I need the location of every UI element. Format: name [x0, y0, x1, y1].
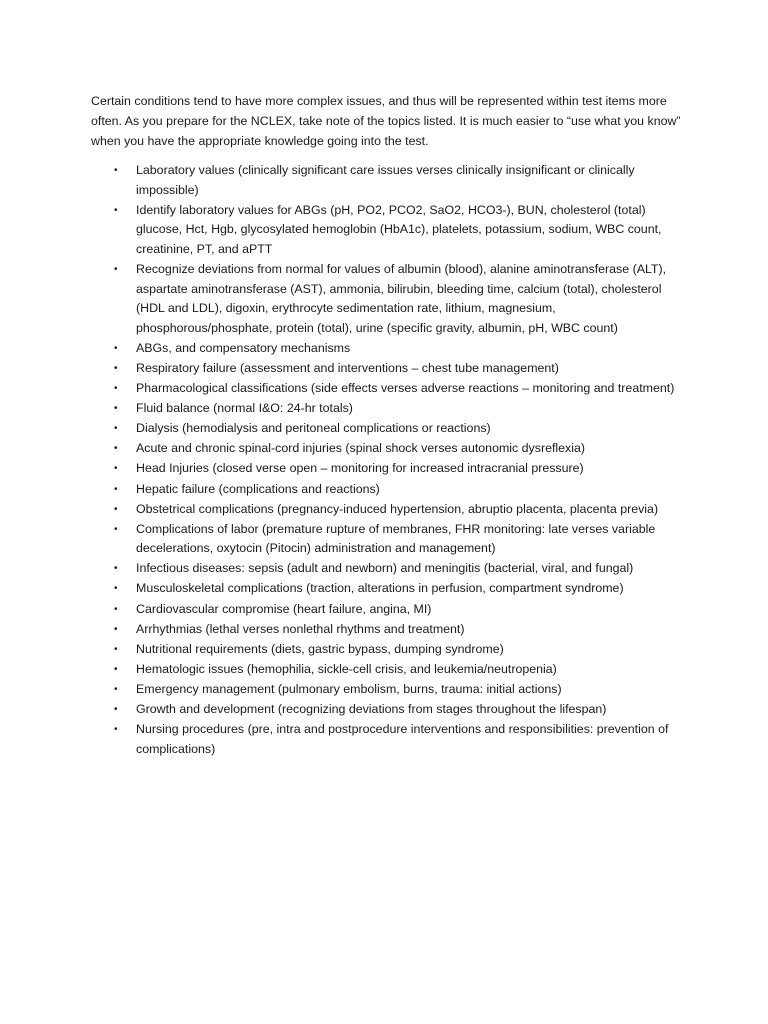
topic-text: ABGs, and compensatory mechanisms — [136, 340, 351, 355]
topic-text: Hepatic failure (complications and reactions) — [136, 481, 380, 496]
topic-item — [0, 600, 684, 620]
bullet-icon: • — [114, 443, 118, 455]
bullet-icon: • — [114, 523, 118, 535]
topic-list — [0, 161, 768, 760]
bullet-icon: • — [114, 483, 118, 495]
topic-item — [0, 620, 684, 640]
topic-item — [0, 459, 684, 479]
topic-text: Respiratory failure (assessment and interventions – chest tube management) — [136, 360, 559, 375]
intro-paragraph: Certain conditions tend to have more complex issues, and thus will be represented within test items more often. As you prepare for the NCLEX, take note of the topics listed. It is much easier to “use what you know” when you have the appropriate knowledge going into the test. — [91, 94, 681, 148]
topic-text: Hematologic issues (hemophilia, sickle-cell crisis, and leukemia/neutropenia) — [136, 661, 557, 676]
topic-text: Head Injuries (closed verse open – monitoring for increased intracranial pressure) — [136, 461, 584, 476]
topic-text: Identify laboratory values for ABGs (pH, PO2, PCO2, SaO2, HCO3-), BUN, cholesterol (total) glucose, Hct, Hgb, glycosylated hemoglobin (HbA1c), platelets, potassium, sodium, WBC count, creatinine, PT, and aPTT — [136, 202, 662, 256]
bullet-icon: • — [114, 263, 118, 275]
topic-item — [0, 439, 684, 459]
bullet-icon: • — [114, 623, 118, 635]
bullet-icon: • — [114, 403, 118, 415]
bullet-icon: • — [114, 423, 118, 435]
topic-item — [0, 201, 684, 260]
topic-text: Dialysis (hemodialysis and peritoneal complications or reactions) — [136, 421, 491, 436]
topic-item — [0, 720, 684, 759]
topic-item — [0, 359, 684, 379]
topic-text: Recognize deviations from normal for values of albumin (blood), alanine aminotransferase (ALT), aspartate aminotransferase (AST), ammonia, bilirubin, bleeding time, calcium (total), cholesterol (HDL and LDL), digoxin, erythrocyte sedimentation rate, lithium, magnesium, phosphorous/phosphate, protein (total), urine (specific gravity, albumin, pH, WBC count) — [136, 261, 667, 335]
topic-item — [0, 161, 684, 200]
topic-text: Obstetrical complications (pregnancy-induced hypertension, abruptio placenta, placenta previa) — [136, 501, 659, 516]
topic-item — [0, 339, 684, 359]
topic-text: Complications of labor (premature rupture of membranes, FHR monitoring: late verses variable decelerations, oxytocin (Pitocin) administration and management) — [136, 521, 656, 556]
topic-text: Acute and chronic spinal-cord injuries (spinal shock verses autonomic dysreflexia) — [136, 441, 586, 456]
bullet-icon: • — [114, 704, 118, 716]
bullet-icon: • — [114, 362, 118, 374]
bullet-icon: • — [114, 204, 118, 216]
bullet-icon: • — [114, 463, 118, 475]
topic-item — [0, 559, 684, 579]
topic-text: Fluid balance (normal I&O: 24-hr totals) — [136, 401, 353, 416]
topic-item — [0, 480, 684, 500]
bullet-icon: • — [114, 342, 118, 354]
topic-item — [0, 500, 684, 520]
topic-text: Infectious diseases: sepsis (adult and newborn) and meningitis (bacterial, viral, and fungal) — [136, 561, 634, 576]
topic-item — [0, 379, 684, 399]
topic-item — [0, 640, 684, 660]
topic-text: Nutritional requirements (diets, gastric bypass, dumping syndrome) — [136, 641, 504, 656]
topic-text: Pharmacological classifications (side effects verses adverse reactions – monitoring and treatment) — [136, 381, 675, 396]
bullet-icon: • — [114, 603, 118, 615]
bullet-icon: • — [114, 724, 118, 736]
topic-item — [0, 260, 684, 338]
topic-text: Nursing procedures (pre, intra and postprocedure interventions and responsibilities: prevention of complications) — [136, 722, 669, 756]
topic-text: Emergency management (pulmonary embolism, burns, trauma: initial actions) — [136, 681, 562, 696]
topic-text: Laboratory values (clinically significant care issues verses clinically insignificant or clinically impossible) — [136, 163, 635, 197]
bullet-icon: • — [114, 643, 118, 655]
topic-item — [0, 680, 684, 700]
bullet-icon: • — [114, 583, 118, 595]
topic-text: Growth and development (recognizing deviations from stages throughout the lifespan) — [136, 702, 607, 717]
bullet-icon: • — [114, 663, 118, 675]
topic-item — [0, 660, 684, 680]
bullet-icon: • — [114, 503, 118, 515]
bullet-icon: • — [114, 683, 118, 695]
topic-item — [0, 700, 684, 720]
topic-text: Cardiovascular compromise (heart failure, angina, MI) — [136, 601, 432, 616]
bullet-icon: • — [114, 165, 118, 176]
topic-item — [0, 419, 684, 439]
bullet-icon: • — [114, 563, 118, 575]
topic-item — [0, 520, 684, 559]
topic-item — [0, 399, 684, 419]
bullet-icon: • — [114, 383, 118, 395]
topic-text: Arrhythmias (lethal verses nonlethal rhythms and treatment) — [136, 621, 465, 636]
topic-item — [0, 579, 684, 599]
topic-text: Musculoskeletal complications (traction, alterations in perfusion, compartment syndrome) — [136, 581, 624, 596]
